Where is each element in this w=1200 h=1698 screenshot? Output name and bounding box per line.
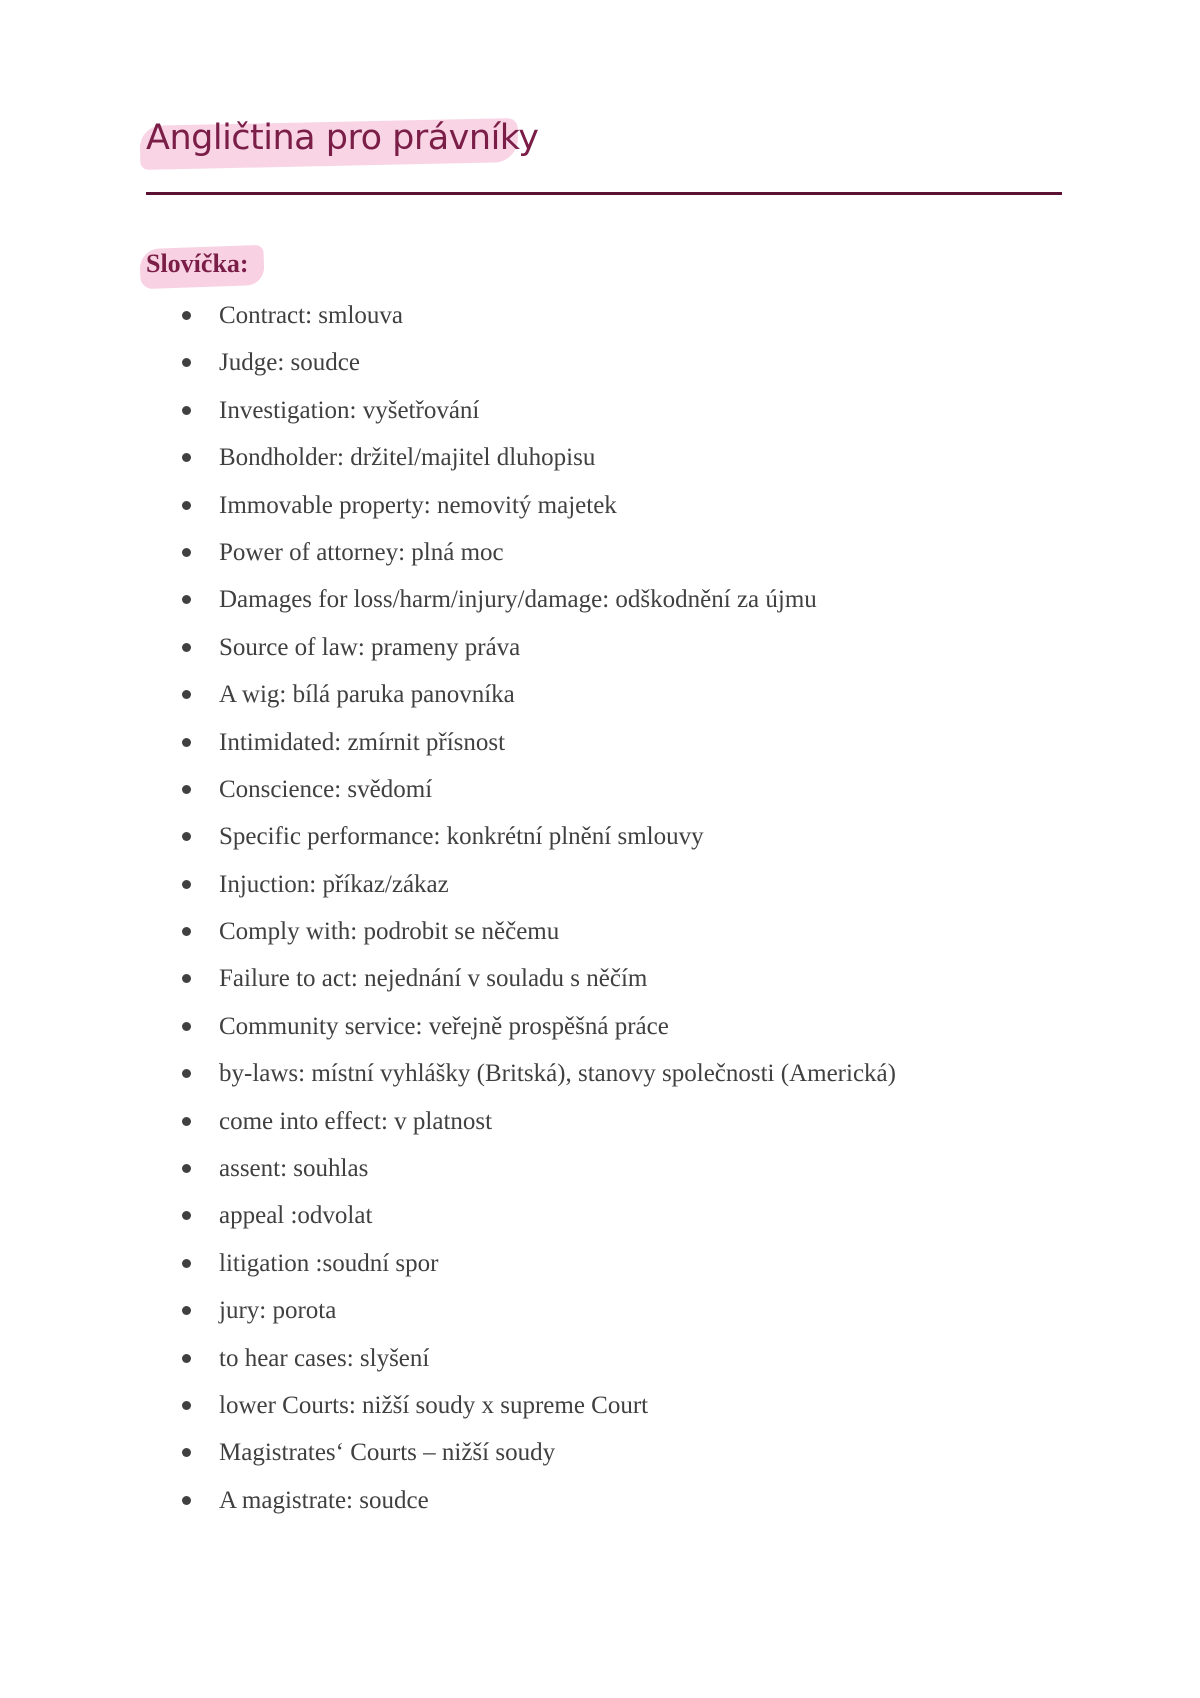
list-item bbox=[182, 582, 896, 629]
bullet-icon bbox=[182, 1354, 191, 1363]
list-item bbox=[182, 1009, 896, 1056]
list-item-text: come into effect: v platnost bbox=[219, 1107, 493, 1135]
bullet-icon bbox=[182, 832, 191, 841]
bullet-icon bbox=[182, 1496, 191, 1505]
list-item-text: Bondholder: držitel/majitel dluhopisu bbox=[219, 444, 596, 472]
bullet-icon bbox=[182, 501, 191, 510]
list-item bbox=[182, 488, 896, 535]
bullet-icon bbox=[182, 785, 191, 794]
list-item bbox=[182, 1341, 896, 1388]
list-item-text: A wig: bílá paruka panovníka bbox=[219, 681, 515, 709]
list-item bbox=[182, 345, 896, 392]
list-item-text: Intimidated: zmírnit přísnost bbox=[219, 728, 506, 756]
list-item-text: appeal :odvolat bbox=[219, 1202, 373, 1230]
list-item bbox=[182, 772, 896, 819]
list-item-text: by-laws: místní vyhlášky (Britská), stanovy společnosti (Americká) bbox=[219, 1060, 896, 1088]
list-item bbox=[182, 1056, 896, 1103]
list-item bbox=[182, 440, 896, 487]
list-item bbox=[182, 1483, 896, 1530]
list-item-text: Contract: smlouva bbox=[219, 302, 403, 329]
list-item bbox=[182, 393, 896, 440]
list-item bbox=[182, 819, 896, 866]
bullet-icon bbox=[182, 358, 191, 367]
list-item-text: Immovable property: nemovitý majetek bbox=[219, 491, 617, 519]
list-item-text: Failure to act: nejednání v souladu s něčím bbox=[219, 965, 648, 993]
bullet-icon bbox=[182, 643, 191, 652]
list-item-text: Conscience: svědomí bbox=[219, 775, 433, 803]
list-item-text: Magistrates‘ Courts – nižší soudy bbox=[219, 1439, 556, 1467]
bullet-icon bbox=[182, 1022, 191, 1031]
list-item bbox=[182, 298, 896, 345]
list-item bbox=[182, 1104, 896, 1151]
page-title: Angličtina pro právníky bbox=[146, 118, 539, 158]
list-item-text: Community service: veřejně prospěšná práce bbox=[219, 1012, 669, 1040]
list-item-text: Power of attorney: plná moc bbox=[219, 538, 504, 566]
title-divider bbox=[146, 192, 1062, 195]
bullet-icon bbox=[182, 453, 191, 462]
list-item bbox=[182, 1198, 896, 1245]
bullet-icon bbox=[182, 1259, 191, 1268]
list-item-text: assent: souhlas bbox=[219, 1155, 369, 1183]
bullet-icon bbox=[182, 690, 191, 699]
bullet-icon bbox=[182, 738, 191, 747]
list-item-text: A magistrate: soudce bbox=[219, 1486, 429, 1514]
list-item bbox=[182, 535, 896, 582]
list-item bbox=[182, 677, 896, 724]
bullet-icon bbox=[182, 927, 191, 936]
bullet-icon bbox=[182, 548, 191, 557]
list-item-text: Specific performance: konkrétní plnění smlouvy bbox=[219, 823, 704, 851]
bullet-icon bbox=[182, 1164, 191, 1173]
list-item bbox=[182, 1435, 896, 1482]
list-item-text: Judge: soudce bbox=[219, 349, 360, 377]
list-item-text: Injuction: příkaz/zákaz bbox=[219, 870, 449, 898]
list-item-text: Damages for loss/harm/injury/damage: odškodnění za újmu bbox=[219, 586, 817, 614]
bullet-icon bbox=[182, 974, 191, 983]
title-block bbox=[146, 118, 539, 158]
list-item bbox=[182, 867, 896, 914]
list-item-text: Investigation: vyšetřování bbox=[219, 396, 480, 424]
bullet-icon bbox=[182, 1306, 191, 1315]
bullet-icon bbox=[182, 1211, 191, 1220]
list-item-text: litigation :soudní spor bbox=[219, 1249, 439, 1277]
list-item-text: Comply with: podrobit se něčemu bbox=[219, 918, 560, 946]
list-item bbox=[182, 725, 896, 772]
list-item bbox=[182, 1246, 896, 1293]
list-item bbox=[182, 630, 896, 677]
list-item bbox=[182, 1388, 896, 1435]
section-heading: Slovíčka: bbox=[146, 249, 249, 278]
bullet-icon bbox=[182, 880, 191, 889]
section-heading-block bbox=[146, 249, 249, 279]
list-item-text: to hear cases: slyšení bbox=[219, 1344, 430, 1372]
list-item bbox=[182, 961, 896, 1008]
bullet-icon bbox=[182, 1069, 191, 1078]
list-item-text: lower Courts: nižší soudy x supreme Court bbox=[219, 1391, 649, 1419]
vocabulary-list bbox=[182, 298, 896, 1530]
list-item bbox=[182, 1151, 896, 1198]
bullet-icon bbox=[182, 1401, 191, 1410]
bullet-icon bbox=[182, 406, 191, 415]
bullet-icon bbox=[182, 1448, 191, 1457]
list-item bbox=[182, 1293, 896, 1340]
list-item bbox=[182, 914, 896, 961]
bullet-icon bbox=[182, 311, 191, 320]
list-item-text: Source of law: prameny práva bbox=[219, 633, 521, 661]
list-item-text: jury: porota bbox=[219, 1297, 337, 1325]
bullet-icon bbox=[182, 595, 191, 604]
bullet-icon bbox=[182, 1117, 191, 1126]
